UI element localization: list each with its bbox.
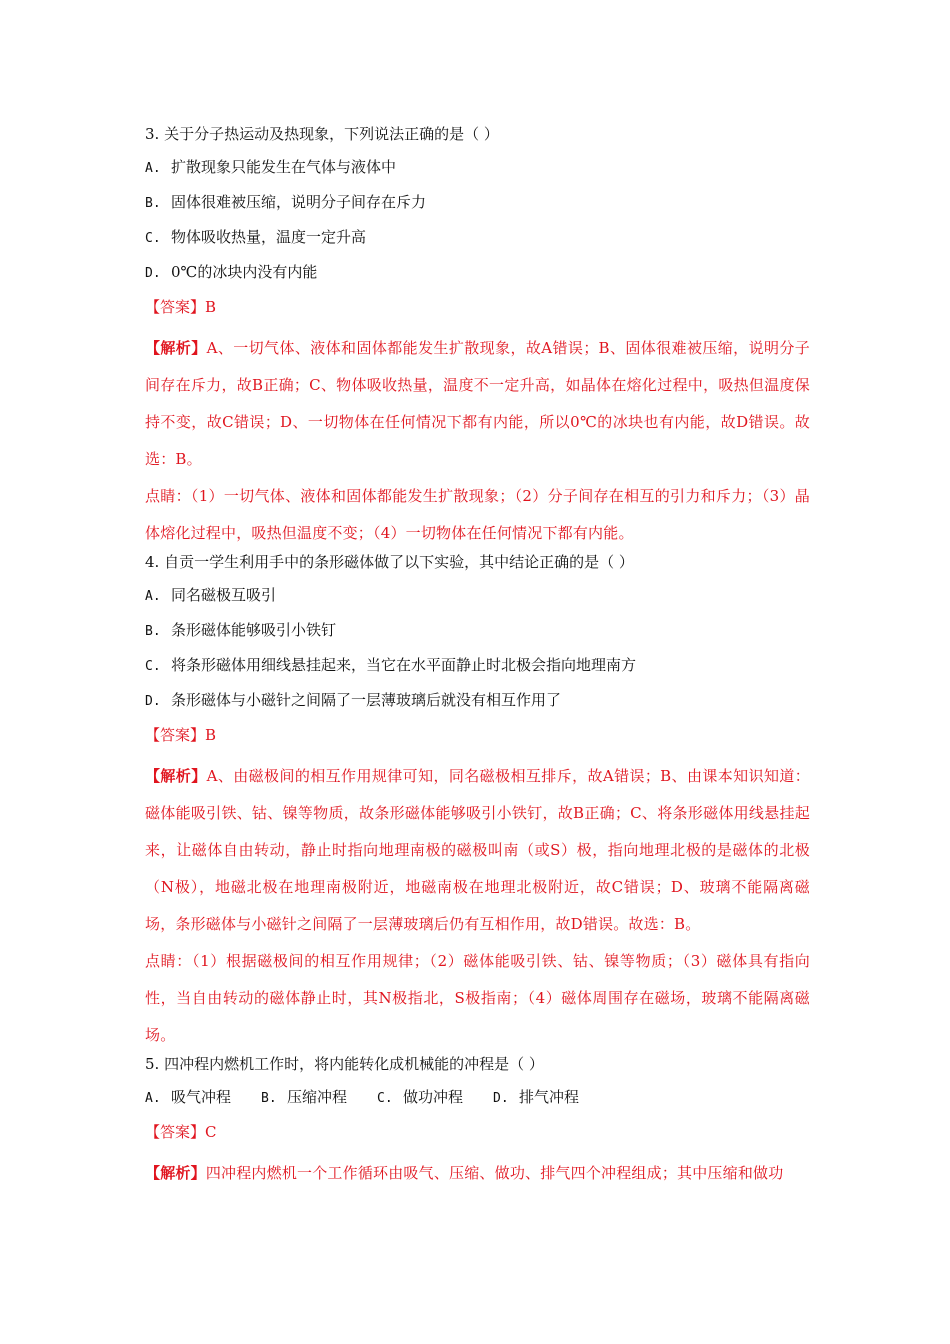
option-text: 吸气冲程 <box>171 1088 232 1106</box>
option-label: D. <box>493 1091 509 1106</box>
question-3-option-d <box>145 262 810 284</box>
option-text: 同名磁极互吸引 <box>171 586 277 604</box>
option-label: B. <box>145 624 161 639</box>
option-text: 0℃的冰块内没有内能 <box>171 263 318 281</box>
analysis-text: A、一切气体、液体和固体都能发生扩散现象，故A错误；B、固体很难被压缩，说明分子间存在斥力，故B正确；C、物体吸收热量，温度不一定升高，如晶体在熔化过程中，吸热但温度保持不变，故C错误；D、一切物体在任何情况下都有内能，所以0℃的冰块也有内能，故D错误。故选：B。 <box>145 339 810 468</box>
option-label: C. <box>145 231 161 246</box>
question-3-analysis <box>145 330 810 478</box>
question-3-option-b <box>145 192 810 214</box>
question-5-option-a <box>145 1087 231 1109</box>
question-5-stem: 5. 四冲程内燃机工作时，将内能转化成机械能的冲程是（ ） <box>145 1055 544 1073</box>
analysis-tag: 【解析】 <box>145 339 207 357</box>
answer-value: B <box>205 726 217 744</box>
analysis-tag: 【解析】 <box>145 767 207 785</box>
question-4-option-a <box>145 585 810 607</box>
option-label: A. <box>145 161 161 176</box>
question-4-option-b <box>145 620 810 642</box>
option-text: 压缩冲程 <box>287 1088 348 1106</box>
question-3-stem: 3. 关于分子热运动及热现象，下列说法正确的是（ ） <box>145 125 499 143</box>
question-4-option-d <box>145 690 810 712</box>
question-3-option-c <box>145 227 810 249</box>
question-4-note: 点睛：（1）根据磁极间的相互作用规律；（2）磁体能吸引铁、钴、镍等物质；（3）磁体具有指向性，当自由转动的磁体静止时，其N极指北，S极指南；（4）磁体周围存在磁场，玻璃不能隔离磁场。 <box>145 952 810 1044</box>
option-text: 物体吸收热量，温度一定升高 <box>171 228 367 246</box>
question-3-answer <box>145 297 810 317</box>
option-label: C. <box>377 1091 393 1106</box>
answer-value: B <box>205 298 217 316</box>
question-5-answer <box>145 1122 810 1142</box>
question-4-option-c <box>145 655 810 677</box>
option-text: 条形磁体能够吸引小铁钉 <box>171 621 337 639</box>
option-label: A. <box>145 1091 161 1106</box>
answer-tag: 【答案】 <box>145 298 206 316</box>
option-text: 做功冲程 <box>403 1088 464 1106</box>
question-4-answer <box>145 725 810 745</box>
question-4-stem: 4. 自贡一学生利用手中的条形磁体做了以下实验，其中结论正确的是（ ） <box>145 553 634 571</box>
answer-tag: 【答案】 <box>145 1123 206 1141</box>
question-5-option-b <box>261 1087 347 1109</box>
document-content <box>145 124 810 1192</box>
option-text: 固体很难被压缩，说明分子间存在斥力 <box>171 193 427 211</box>
analysis-text: A、由磁极间的相互作用规律可知，同名磁极相互排斥，故A错误；B、由课本知识知道：磁体能吸引铁、钴、镍等物质，故条形磁体能够吸引小铁钉，故B正确；C、将条形磁体用线悬挂起来，让磁体自由转动，静止时指向地理南极的磁极叫南（或S）极，指向地理北极的是磁体的北极（N极），地磁北极在地理南极附近，地磁南极在地理北极附近，故C错误；D、玻璃不能隔离磁场，条形磁体与小磁针之间隔了一层薄玻璃后仍有互相作用，故D错误。故选：B。 <box>145 767 810 933</box>
question-5-options <box>145 1087 810 1109</box>
option-label: D. <box>145 694 161 709</box>
question-3-note: 点睛：（1）一切气体、液体和固体都能发生扩散现象；（2）分子间存在相互的引力和斥力；（3）晶体熔化过程中，吸热但温度不变；（4）一切物体在任何情况下都有内能。 <box>145 487 810 542</box>
option-label: B. <box>261 1091 277 1106</box>
answer-value: C <box>205 1123 217 1141</box>
option-label: A. <box>145 589 161 604</box>
analysis-text: 四冲程内燃机一个工作循环由吸气、压缩、做功、排气四个冲程组成；其中压缩和做功 <box>205 1164 784 1182</box>
option-text: 条形磁体与小磁针之间隔了一层薄玻璃后就没有相互作用了 <box>171 691 562 709</box>
question-5-analysis <box>145 1155 810 1192</box>
option-text: 将条形磁体用细线悬挂起来，当它在水平面静止时北极会指向地理南方 <box>171 656 637 674</box>
option-text: 排气冲程 <box>519 1088 580 1106</box>
question-5-option-c <box>377 1087 463 1109</box>
analysis-tag: 【解析】 <box>145 1164 206 1182</box>
question-3-option-a <box>145 157 810 179</box>
answer-tag: 【答案】 <box>145 726 206 744</box>
option-label: C. <box>145 659 161 674</box>
question-5-option-d <box>493 1087 579 1109</box>
option-label: D. <box>145 266 161 281</box>
option-text: 扩散现象只能发生在气体与液体中 <box>171 158 397 176</box>
option-label: B. <box>145 196 161 211</box>
question-4-analysis <box>145 758 810 943</box>
